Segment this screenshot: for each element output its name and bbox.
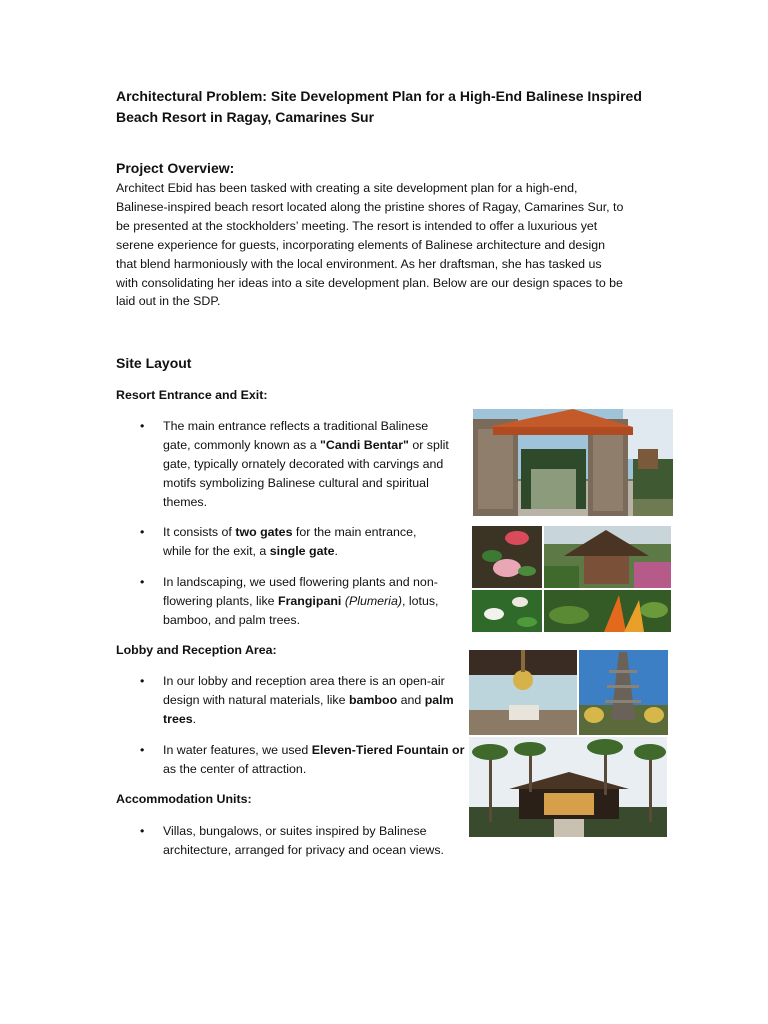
tropical-plants-photo bbox=[544, 590, 671, 632]
project-overview-paragraph: Architect Ebid has been tasked with creating a site development plan for a high-end, Balinese-inspired beach resort located along the pristine shores of Ragay, Camarines Sur, to be presented at the stockholders’ meeting. The resort is intended to offer a luxurious yet serene experience for guests, incorporating elements of Balinese architecture and design that blend harmoniously with the local environment. As her draftsman, she has tasked us with consolidating her ideas into a site development plan. Below are our design spaces to be laid out in the SDP. bbox=[116, 181, 624, 309]
pavilion-photo bbox=[544, 526, 671, 588]
project-overview-heading: Project Overview: bbox=[116, 160, 235, 176]
site-layout-heading: Site Layout bbox=[116, 355, 192, 371]
gate-photo bbox=[473, 409, 673, 516]
entrance-heading: Resort Entrance and Exit: bbox=[116, 388, 268, 402]
lobby-heading: Lobby and Reception Area: bbox=[116, 643, 277, 657]
bullet-glyph: • bbox=[140, 674, 145, 688]
title-line-1: Architectural Problem: Site Development Plan for a High-End Balinese Inspired bbox=[116, 88, 642, 104]
title-line-2: Beach Resort in Ragay, Camarines Sur bbox=[116, 109, 375, 125]
bullet-glyph: • bbox=[140, 575, 145, 589]
lobby-photo bbox=[469, 650, 577, 735]
accommodation-heading: Accommodation Units: bbox=[116, 792, 252, 806]
page-title bbox=[116, 86, 676, 128]
document-page: Architectural Problem: Site Development Plan for a High-End Balinese Inspired Beach Resort in Ragay, Camarines Sur Project Overview: Architect Ebid has been tasked with creating a site development plan for a high-end, Balinese-inspired beach resort located along the pristine shores of Ragay, Camarines Sur, to be presented at the stockholders’ meeting. The resort is intended to offer a luxurious yet serene experience for guests, incorporating elements of Balinese architecture and design that blend harmoniously with the local environment. As her draftsman, she has tasked us with consolidating her ideas into a site development plan. Below are our design spaces to be laid out in the SDP. Site Layout Resort Entrance and Exit: • The main entrance reflects a traditional Balinese gate, commonly known as a "Candi Bentar" or split gate, typically ornately decorated with carvings and motifs symbolizing Balinese cultural and spiritual themes. • It consists of two gates for the main entrance, while for the exit, a single gate. • In landscaping, we used flowering plants and non- flowering plants, like Frangipani (Plumeria), lotus, bamboo, and palm trees. Lobby and Reception Area: • In our lobby and reception area there is an open-air design with natural materials, like bamboo and palm trees. • In water features, we used Eleven-Tiered Fountain or as the center of attraction. Accommodation Units: • Villas, bungalows, or suites inspired by Balinese architecture, arranged for privacy and ocean views. bbox=[0, 0, 768, 1024]
lotus-photo bbox=[472, 590, 542, 632]
flowers-photo bbox=[472, 526, 542, 588]
bullet-glyph: • bbox=[140, 525, 145, 539]
bullet-glyph: • bbox=[140, 824, 145, 838]
villa-photo bbox=[469, 737, 667, 837]
fountain-photo bbox=[579, 650, 668, 735]
bullet-glyph: • bbox=[140, 743, 145, 757]
bullet-glyph: • bbox=[140, 419, 145, 433]
